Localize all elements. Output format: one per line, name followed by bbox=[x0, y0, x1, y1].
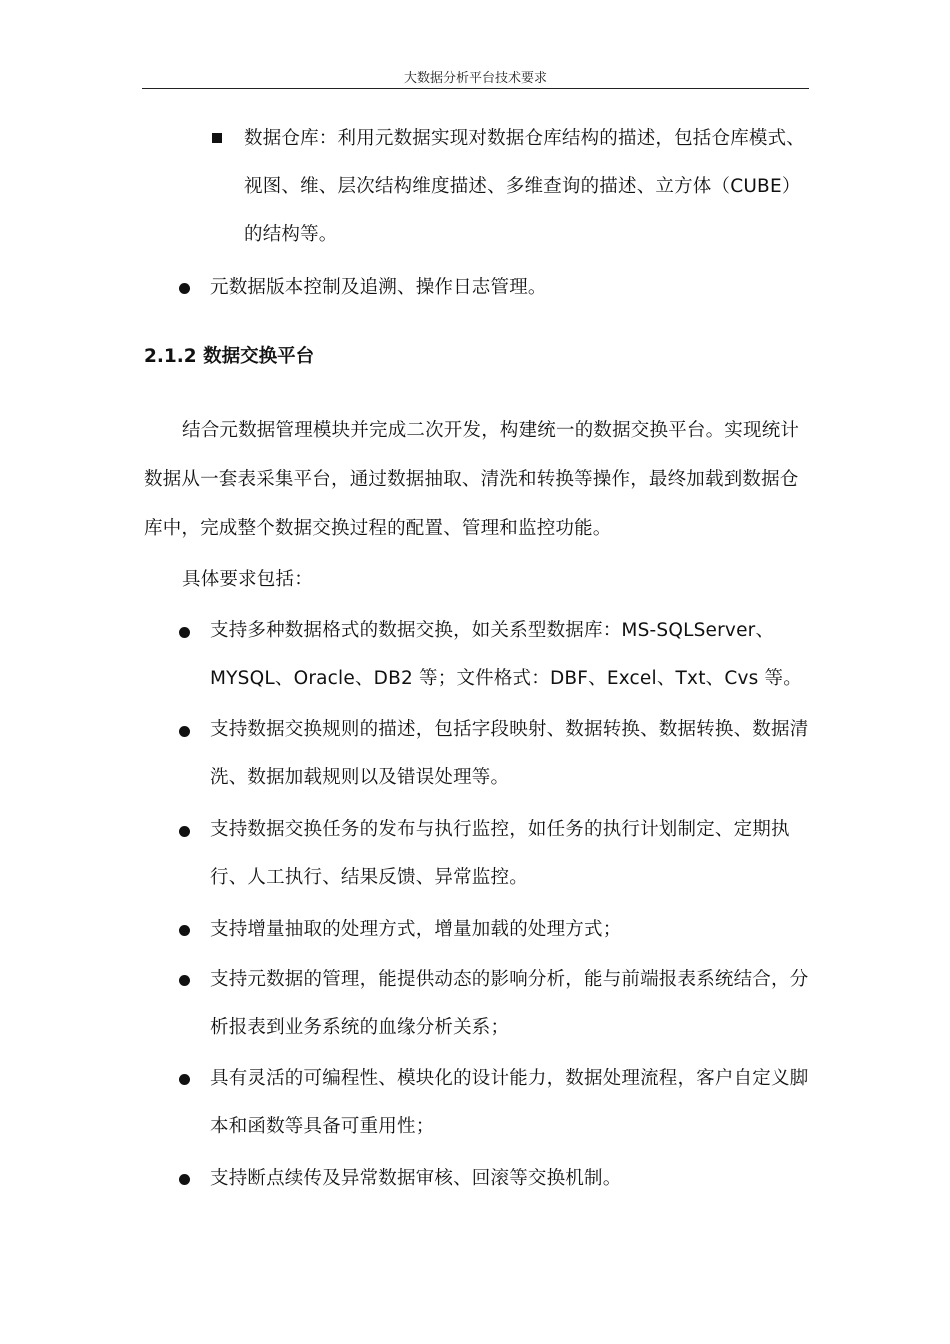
list-item: 支持数据交换任务的发布与执行监控，如任务的执行计划制定、定期执行、人工执行、结果反馈、异常监控。 bbox=[210, 819, 790, 888]
header-rule bbox=[142, 88, 809, 89]
list-item: 支持多种数据格式的数据交换，如关系型数据库：MS-SQLServer、MYSQL、Oracle、DB2 等；文件格式：DBF、Excel、Txt、Cvs 等。 bbox=[210, 620, 802, 689]
page-header: 大数据分析平台技术要求 bbox=[403, 71, 547, 86]
square-bullet-icon bbox=[212, 133, 222, 143]
bullet-icon bbox=[179, 627, 190, 638]
list-item: 支持数据交换规则的描述，包括字段映射、数据转换、数据转换、数据清洗、数据加载规则以及错误处理等。 bbox=[210, 719, 809, 788]
bullet-icon bbox=[179, 975, 190, 986]
bullet-icon bbox=[179, 283, 190, 294]
list-item: 支持增量抽取的处理方式，增量加载的处理方式； bbox=[210, 919, 622, 940]
intro-paragraph: 结合元数据管理模块并完成二次开发，构建统一的数据交换平台。实现统计数据从一套表采集平台，通过数据抽取、清洗和转换等操作，最终加载到数据仓库中，完成整个数据交换过程的配置、管理和监控功能。 bbox=[144, 420, 800, 539]
bullet-icon bbox=[179, 925, 190, 936]
list-item-version-control: 元数据版本控制及追溯、操作日志管理。 bbox=[210, 277, 547, 298]
bullet-icon bbox=[179, 826, 190, 837]
section-heading: 2.1.2 数据交换平台 bbox=[144, 346, 315, 367]
bullet-icon bbox=[179, 1074, 190, 1085]
list-item-data-warehouse: 数据仓库：利用元数据实现对数据仓库结构的描述，包括仓库模式、视图、维、层次结构维度描述、多维查询的描述、立方体（CUBE）的结构等。 bbox=[244, 128, 806, 245]
bullet-icon bbox=[179, 1174, 190, 1185]
requirements-label: 具体要求包括： bbox=[182, 569, 313, 590]
list-item: 支持断点续传及异常数据审核、回滚等交换机制。 bbox=[210, 1168, 622, 1189]
list-item: 支持元数据的管理，能提供动态的影响分析，能与前端报表系统结合，分析报表到业务系统的血缘分析关系； bbox=[210, 969, 809, 1038]
bullet-icon bbox=[179, 726, 190, 737]
list-item: 具有灵活的可编程性、模块化的设计能力，数据处理流程，客户自定义脚本和函数等具备可重用性； bbox=[210, 1068, 809, 1137]
